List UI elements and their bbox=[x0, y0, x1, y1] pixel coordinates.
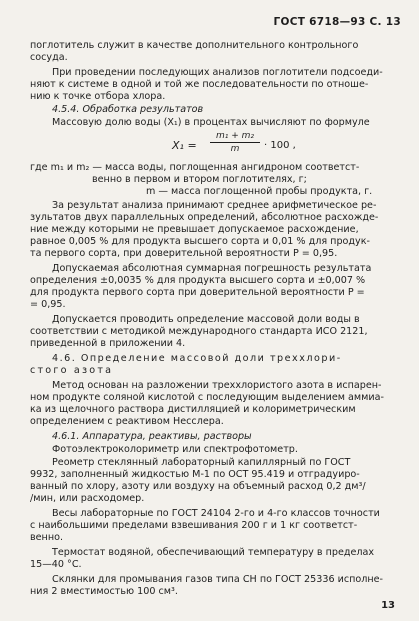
text-line: определением с реактивом Несслера. bbox=[30, 416, 224, 427]
text-line: ка из щелочного раствора дистилляцией и колориметрическим bbox=[30, 404, 356, 415]
fraction-bar bbox=[210, 142, 260, 143]
text-line: 15—40 °С. bbox=[30, 559, 82, 570]
text-line: Массовую долю воды (X₁) в процентах вычисляют по формуле bbox=[52, 117, 370, 128]
text-line: зультатов двух параллельных определений, абсолютное расхожде- bbox=[30, 212, 379, 223]
text-line: венно. bbox=[30, 532, 64, 543]
text-line: где m₁ и m₂ — масса воды, поглощенная ангидроном соответст- bbox=[30, 162, 360, 173]
formula-fraction bbox=[210, 131, 260, 154]
text-line: = 0,95. bbox=[30, 299, 66, 310]
text-line: Фотоэлектроколориметр или спектрофотометр. bbox=[52, 444, 298, 455]
formula-denominator: m bbox=[230, 144, 240, 154]
text-line: За результат анализа принимают среднее арифметическое ре- bbox=[52, 200, 377, 211]
text-line: ние между которыми не превышает допускаемое расхождение, bbox=[30, 224, 359, 235]
text-line: для продукта первого сорта при доверительной вероятности P = bbox=[30, 287, 365, 298]
text-line: ния 2 вместимостью 100 см³. bbox=[30, 586, 178, 597]
text-line: ном продукте соляной кислотой с последующим выделением аммиа- bbox=[30, 392, 384, 403]
page-header: ГОСТ 6718—93 С. 13 bbox=[273, 16, 401, 28]
text-line: определения ±0,0035 % для продукта высшего сорта и ±0,007 % bbox=[30, 275, 366, 286]
text-line: 9932, заполненный жидкостью М-1 по ОСТ 95.419 и отградуиро- bbox=[30, 469, 360, 480]
text-line: Допускается проводить определение массовой доли воды в bbox=[52, 314, 360, 325]
text-line: соответствии с методикой международного стандарта ИСО 2121, bbox=[30, 326, 368, 337]
text-line: ванный по хлору, азоту или воздуху на объемный расход 0,2 дм³/ bbox=[30, 481, 366, 492]
text-line: венно в первом и втором поглотителях, г; bbox=[92, 174, 307, 185]
text-line: m — масса поглощенной пробы продукта, г. bbox=[146, 186, 373, 197]
text-line: Допускаемая абсолютная суммарная погрешность результата bbox=[52, 263, 372, 274]
text-line: нию к точке отбора хлора. bbox=[30, 91, 166, 102]
section-heading: 4.5.4. Обработка результатов bbox=[52, 104, 204, 115]
text-line: равное 0,005 % для продукта высшего сорта и 0,01 % для продук- bbox=[30, 236, 370, 247]
formula-lhs: X₁ = bbox=[172, 139, 197, 152]
formula-numerator: m₁ + m₂ bbox=[215, 131, 254, 141]
text-line: с наибольшими пределами взвешивания 200 г и 1 кг соответст- bbox=[30, 520, 358, 531]
text-line: Метод основан на разложении треххлористого азота в испарен- bbox=[52, 380, 382, 391]
text-line: Весы лабораторные по ГОСТ 24104 2-го и 4-го классов точности bbox=[52, 508, 380, 519]
formula bbox=[172, 131, 332, 163]
page-number: 13 bbox=[381, 600, 395, 611]
text-line: та первого сорта, при доверительной вероятности P = 0,95. bbox=[30, 248, 338, 259]
text-line: поглотитель служит в качестве дополнительного контрольного bbox=[30, 40, 359, 51]
text-line: Термостат водяной, обеспечивающий температуру в пределах bbox=[52, 547, 375, 558]
text-line: приведенной в приложении 4. bbox=[30, 338, 186, 349]
text-line: няют к системе в одной и той же последовательности по отноше- bbox=[30, 79, 369, 90]
section-heading: 4.6.1. Аппаратура, реактивы, растворы bbox=[52, 431, 252, 442]
section-heading: 4.6. Определение массовой доли треххлори- bbox=[52, 353, 342, 364]
section-heading: стого азота bbox=[30, 365, 114, 376]
text-line: сосуда. bbox=[30, 52, 68, 63]
formula-rhs: · 100 , bbox=[264, 140, 296, 151]
text-line: Реометр стеклянный лабораторный капиллярный по ГОСТ bbox=[52, 457, 351, 468]
text-line: Склянки для промывания газов типа СН по ГОСТ 25336 исполне- bbox=[52, 574, 384, 585]
text-line: /мин, или расходомер. bbox=[30, 493, 145, 504]
text-line: При проведении последующих анализов поглотители подсоеди- bbox=[52, 67, 383, 78]
